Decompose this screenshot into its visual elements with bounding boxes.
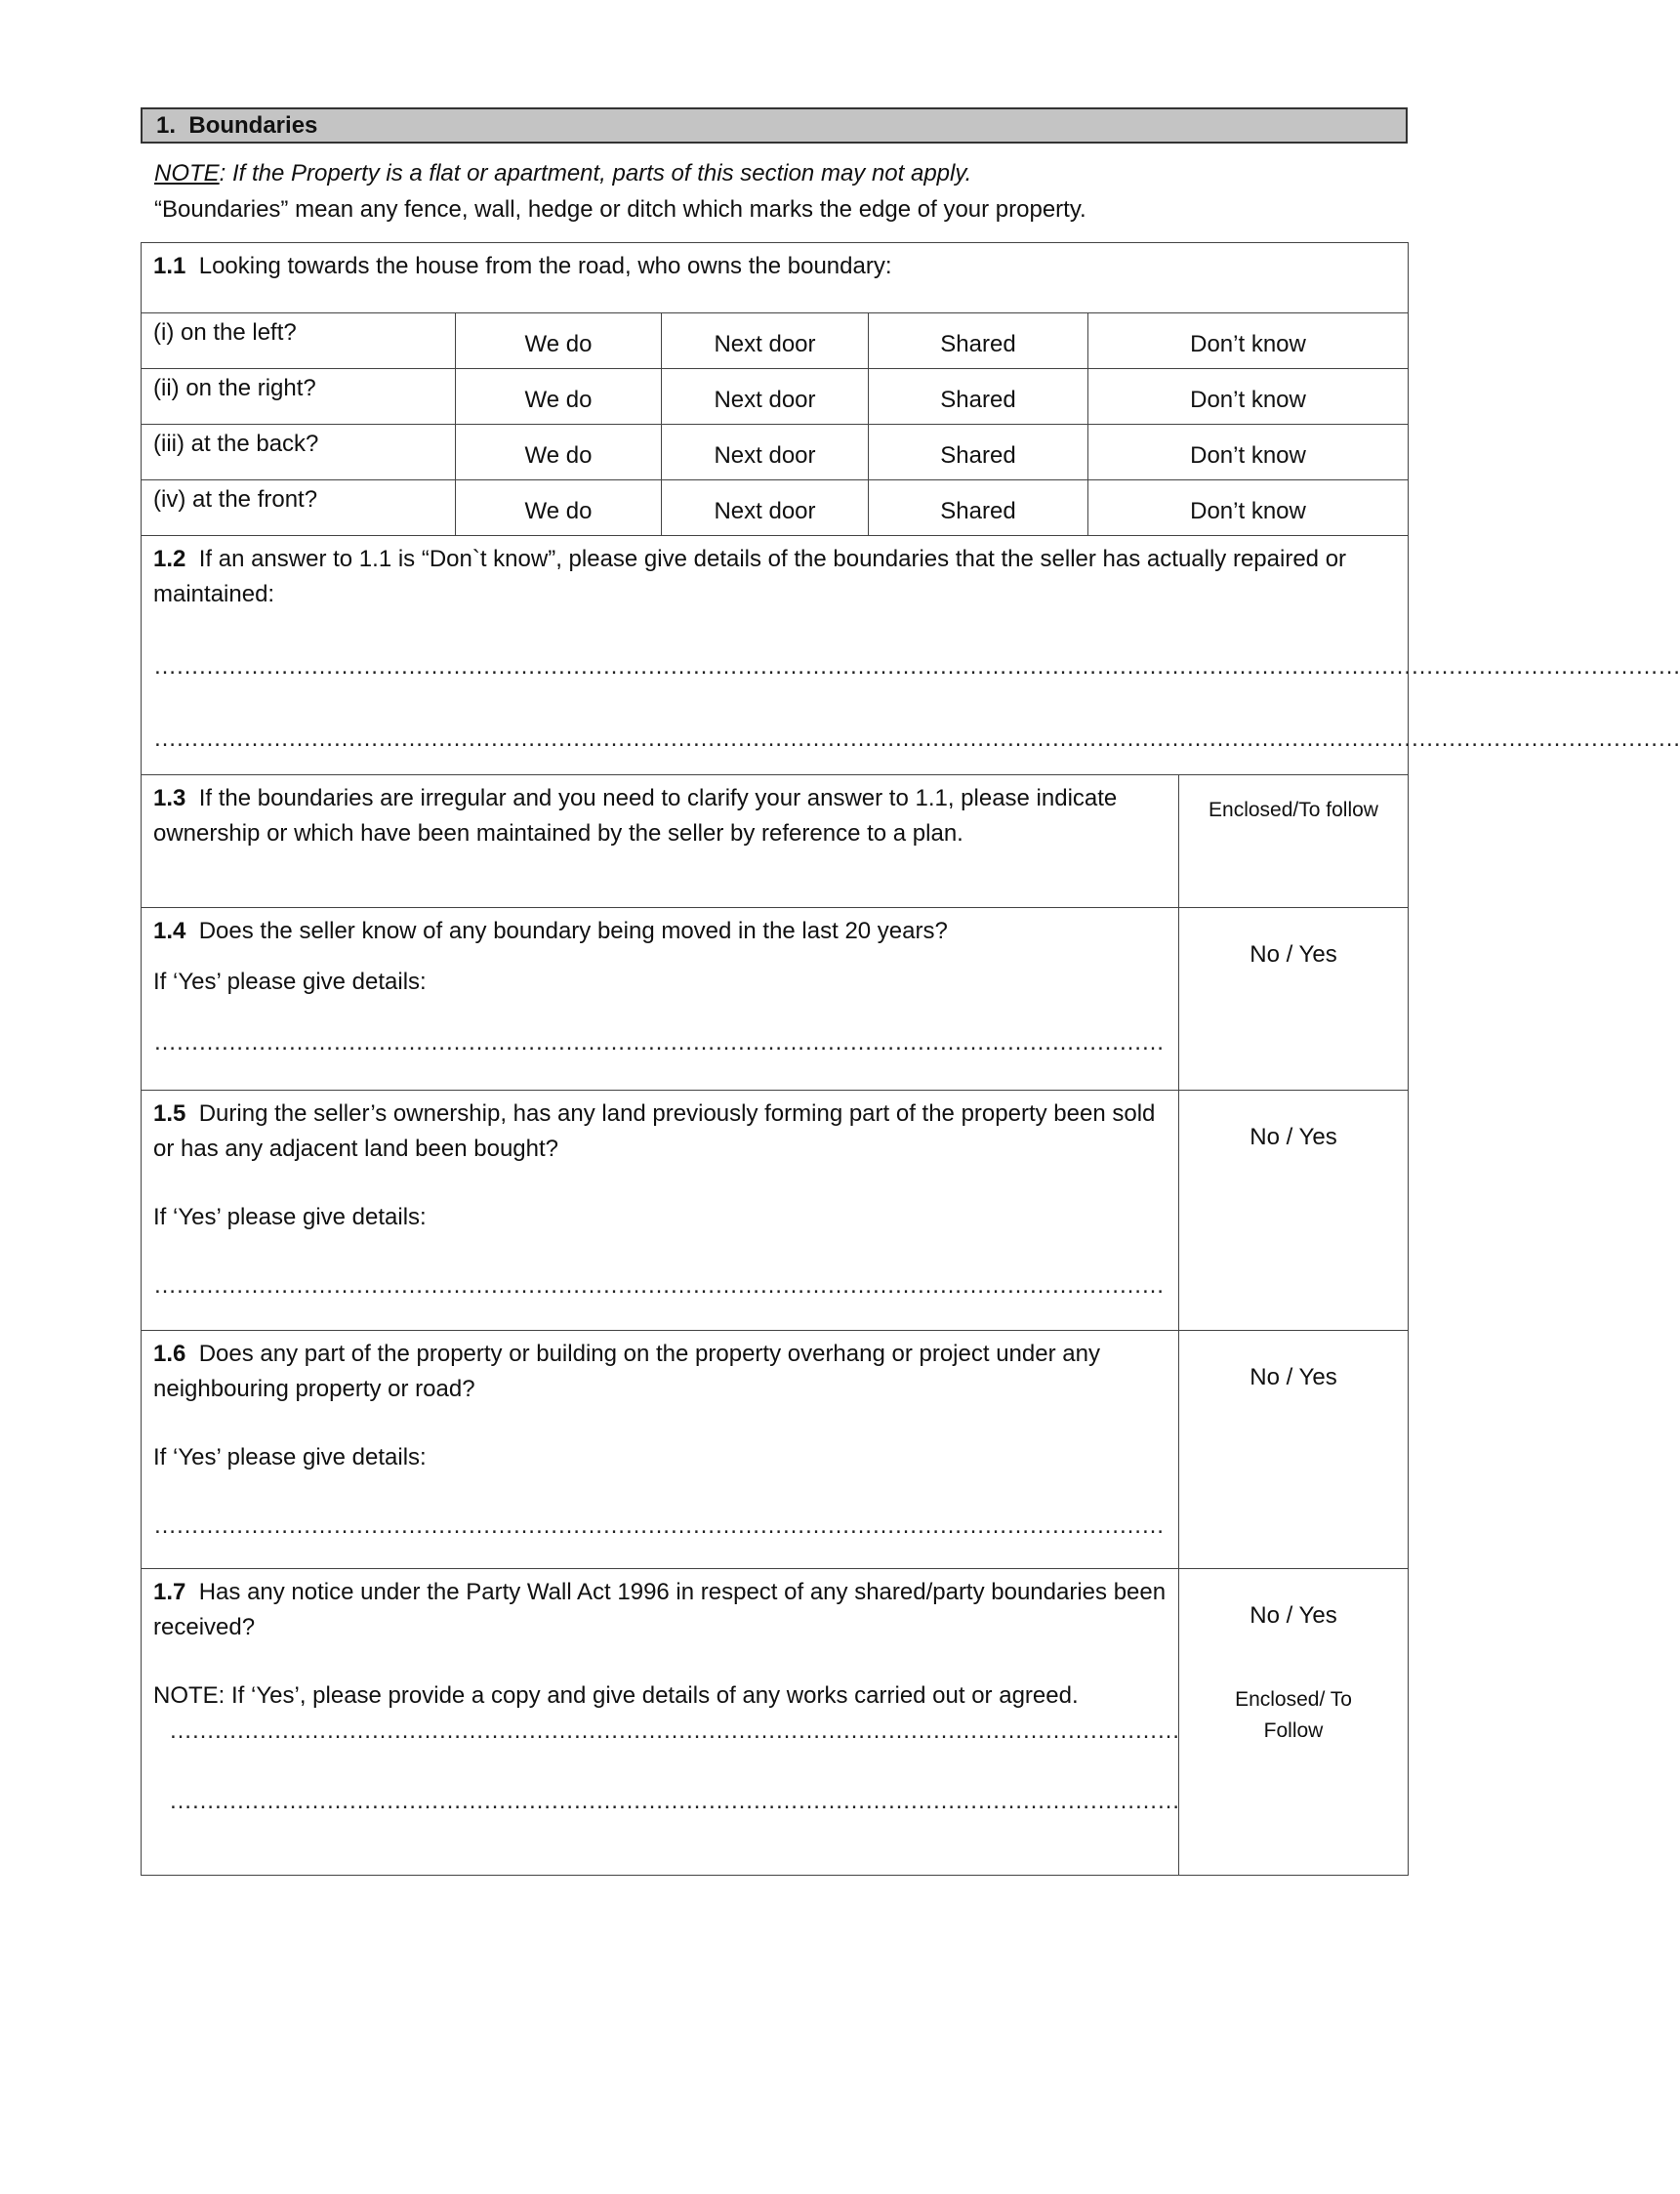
- option-we-do[interactable]: We do: [456, 313, 662, 369]
- boundary-row-back: [142, 425, 1409, 480]
- note: [154, 160, 971, 187]
- answer-line[interactable]: ………………………………………………………………………………………………………………………: [153, 1272, 1164, 1299]
- answer-line[interactable]: ………………………………………………………………………………………………………………………: [153, 1512, 1164, 1539]
- question-1-2: [142, 536, 1409, 775]
- question-number: 1.5: [153, 1100, 186, 1127]
- question-text: Does any part of the property or building on the property overhang or project under any neighbouring property or road?: [153, 1341, 1100, 1402]
- option-next-door[interactable]: Next door: [662, 369, 869, 425]
- answer-line[interactable]: ………………………………………………………………………………………………………………………: [153, 1029, 1164, 1056]
- question-number: 1.3: [153, 785, 186, 811]
- option-dont-know[interactable]: Don’t know: [1088, 425, 1409, 480]
- boundary-row-front: [142, 480, 1409, 536]
- side-label: (iii) at the back?: [142, 425, 456, 480]
- answer-enclosed-to-follow[interactable]: Enclosed/To follow: [1179, 775, 1409, 908]
- question-text: Looking towards the house from the road, who owns the boundary:: [198, 253, 892, 279]
- note-text: NOTE: If ‘Yes’, please provide a copy and give details of any works carried out or agreed.: [153, 1682, 1079, 1709]
- option-shared[interactable]: Shared: [869, 313, 1088, 369]
- option-we-do[interactable]: We do: [456, 425, 662, 480]
- option-we-do[interactable]: We do: [456, 480, 662, 536]
- option-shared[interactable]: Shared: [869, 425, 1088, 480]
- option-shared[interactable]: Shared: [869, 369, 1088, 425]
- answer-no-yes[interactable]: No / Yes: [1179, 1331, 1409, 1569]
- question-1-6: [142, 1331, 1409, 1569]
- question-text: If the boundaries are irregular and you need to clarify your answer to 1.1, please indicate ownership or which have been maintained by the seller by reference to a plan.: [153, 785, 1118, 847]
- side-label: (i) on the left?: [142, 313, 456, 369]
- question-text: If an answer to 1.1 is “Don`t know”, please give details of the boundaries that the seller has actually repaired or maintained:: [153, 546, 1347, 607]
- option-dont-know[interactable]: Don’t know: [1088, 369, 1409, 425]
- question-text: During the seller’s ownership, has any land previously forming part of the property been sold or has any adjacent land been bought?: [153, 1100, 1156, 1162]
- option-next-door[interactable]: Next door: [662, 313, 869, 369]
- question-1-4: [142, 908, 1409, 1091]
- answer-line[interactable]: ………………………………………………………………………………………………………………………: [169, 1718, 1179, 1744]
- question-number: 1.7: [153, 1579, 186, 1605]
- question-1-3: [142, 775, 1409, 908]
- details-label: If ‘Yes’ please give details:: [153, 1204, 427, 1230]
- side-label: (ii) on the right?: [142, 369, 456, 425]
- details-label: If ‘Yes’ please give details:: [153, 1444, 427, 1470]
- boundaries-form: [141, 242, 1680, 1876]
- boundaries-definition: “Boundaries” mean any fence, wall, hedge or ditch which marks the edge of your property.: [154, 196, 1086, 223]
- question-text: Does the seller know of any boundary being moved in the last 20 years?: [198, 918, 948, 944]
- note-label: NOTE: [154, 160, 220, 186]
- question-1-7: [142, 1569, 1409, 1876]
- section-title: Boundaries: [188, 112, 318, 139]
- answer-no-yes[interactable]: No / Yes: [1179, 908, 1409, 1091]
- answer-no-yes[interactable]: No / Yes: [1179, 1091, 1409, 1331]
- question-1-5: [142, 1091, 1409, 1331]
- question-text: Has any notice under the Party Wall Act 1996 in respect of any shared/party boundaries been received?: [153, 1579, 1167, 1640]
- answer-line[interactable]: ………………………………………………………………………………………………………………………: [169, 1788, 1179, 1814]
- option-dont-know[interactable]: Don’t know: [1088, 480, 1409, 536]
- section-header: [141, 107, 1408, 144]
- side-label: (iv) at the front?: [142, 480, 456, 536]
- question-1-1: [142, 243, 1409, 313]
- option-next-door[interactable]: Next door: [662, 425, 869, 480]
- answer-line[interactable]: ……………………………………………………………………………………………………………………………………………………………………………………: [153, 725, 1680, 752]
- option-we-do[interactable]: We do: [456, 369, 662, 425]
- question-number: 1.2: [153, 546, 186, 572]
- section-number: 1.: [156, 112, 177, 139]
- question-number: 1.1: [153, 253, 186, 279]
- option-next-door[interactable]: Next door: [662, 480, 869, 536]
- answer-enclosed-to-follow[interactable]: Enclosed/ To Follow: [1235, 1688, 1352, 1742]
- boundary-row-right: [142, 369, 1409, 425]
- details-label: If ‘Yes’ please give details:: [153, 969, 427, 995]
- option-shared[interactable]: Shared: [869, 480, 1088, 536]
- boundary-row-left: [142, 313, 1409, 369]
- question-number: 1.4: [153, 918, 186, 944]
- note-text: : If the Property is a flat or apartment, parts of this section may not apply.: [219, 160, 972, 186]
- question-number: 1.6: [153, 1341, 186, 1367]
- option-dont-know[interactable]: Don’t know: [1088, 313, 1409, 369]
- answer-no-yes[interactable]: No / Yes: [1250, 1602, 1337, 1629]
- answer-line[interactable]: ……………………………………………………………………………………………………………………………………………………………………………………: [153, 653, 1680, 680]
